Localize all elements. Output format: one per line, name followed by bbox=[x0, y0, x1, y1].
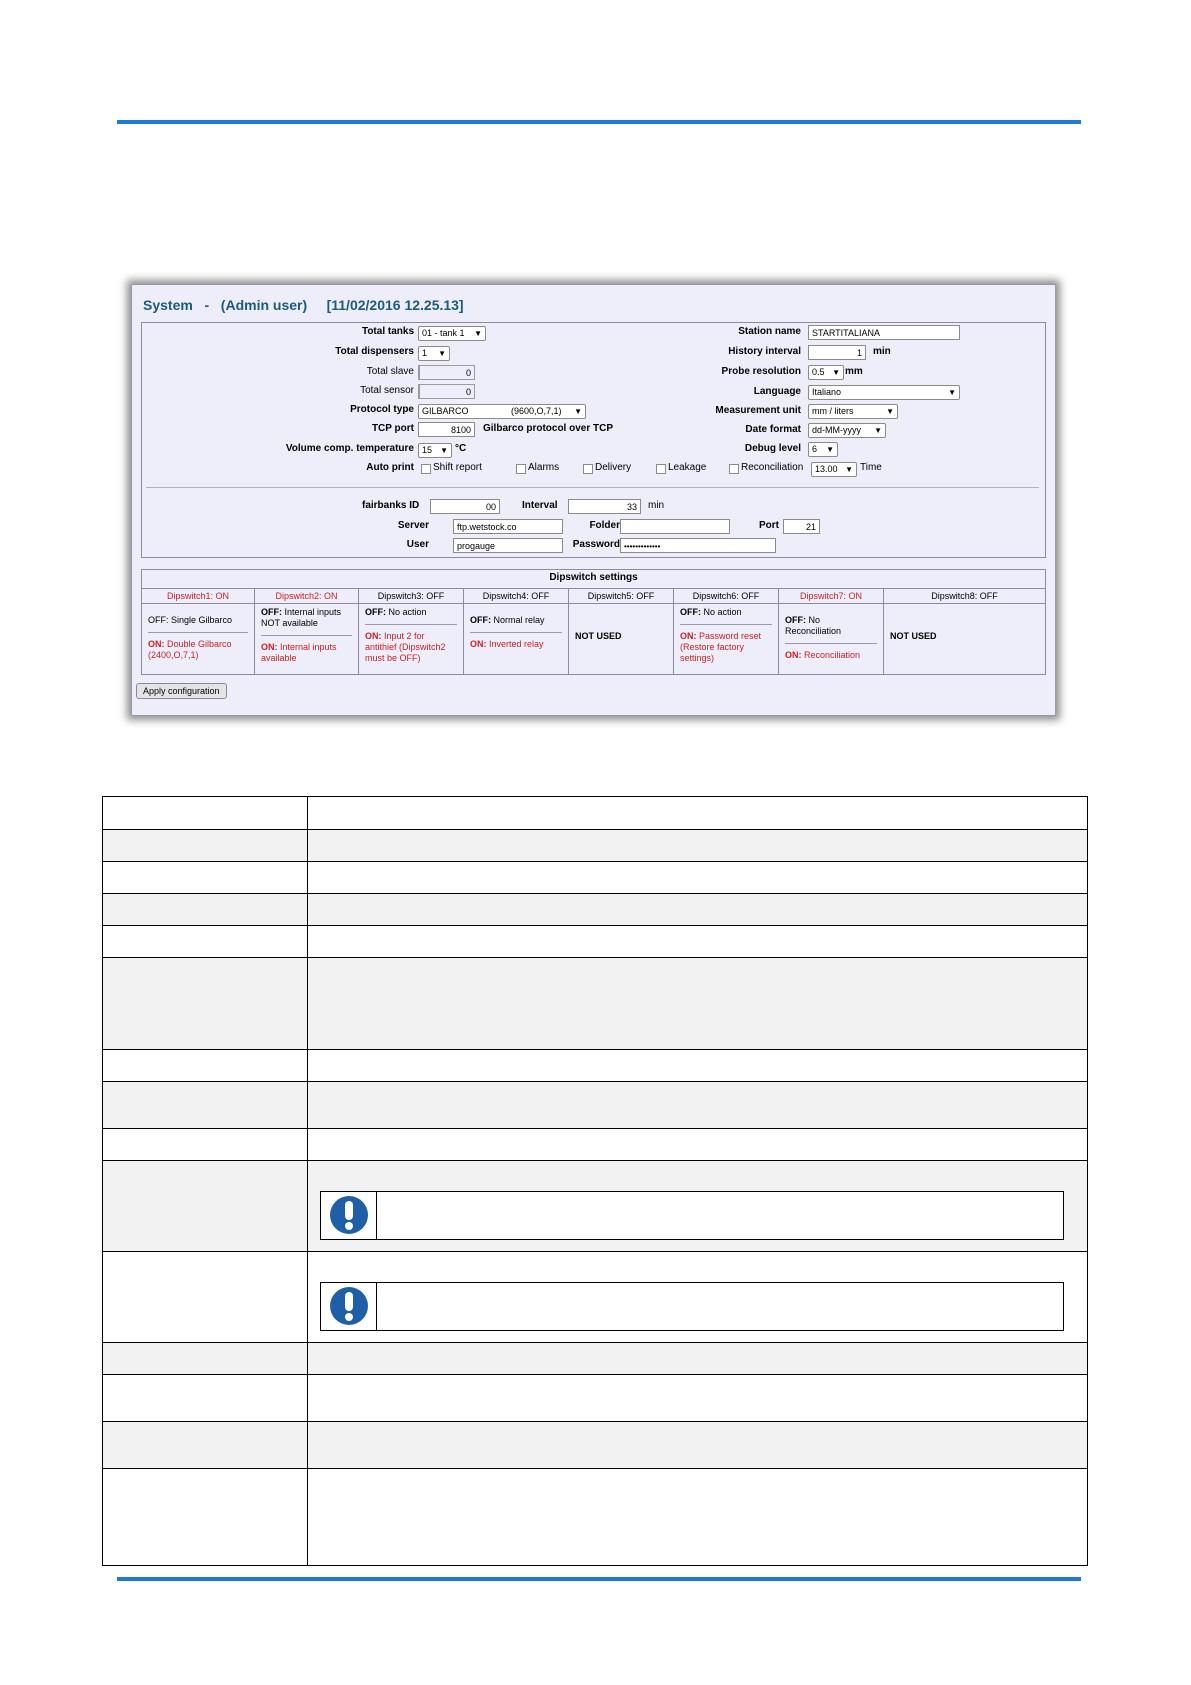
interval-label: Interval bbox=[522, 500, 558, 511]
dropdown-arrow-icon: ▼ bbox=[574, 407, 582, 416]
total-sensor-label: Total sensor bbox=[360, 385, 414, 396]
station-name-label: Station name bbox=[738, 326, 801, 337]
probe-resolution-unit: mm bbox=[845, 366, 863, 377]
dipswitch-column bbox=[359, 589, 464, 674]
dipswitch-box bbox=[141, 569, 1046, 675]
table-row bbox=[103, 1374, 1087, 1422]
volume-temp-label: Volume comp. temperature bbox=[285, 443, 414, 454]
table-row bbox=[103, 1049, 1087, 1082]
dipswitch-body: OFF: No action ON: Password reset (Restore factory settings) bbox=[674, 604, 778, 667]
history-interval-input[interactable]: 1 bbox=[808, 345, 866, 360]
time-label: Time bbox=[860, 462, 882, 473]
table-row bbox=[103, 1128, 1087, 1161]
table-row bbox=[103, 797, 1087, 829]
dropdown-arrow-icon: ▼ bbox=[832, 368, 840, 377]
note-box bbox=[320, 1191, 1064, 1240]
interval-unit: min bbox=[648, 500, 665, 511]
separator bbox=[146, 487, 1039, 488]
dipswitch-body: OFF: No action ON: Input 2 for antithief (Dipswitch2 must be OFF) bbox=[359, 604, 463, 667]
dipswitch-column bbox=[569, 589, 674, 674]
dipswitch-column bbox=[884, 589, 1045, 674]
delivery-label: Delivery bbox=[595, 462, 632, 473]
table-row bbox=[103, 1081, 1087, 1129]
apply-configuration-button[interactable]: Apply configuration bbox=[136, 683, 227, 699]
total-slave-label: Total slave bbox=[366, 366, 414, 377]
table-row bbox=[103, 829, 1087, 862]
fairbanks-label: fairbanks ID bbox=[362, 500, 420, 511]
total-dispensers-select[interactable]: 1 ▼ bbox=[418, 346, 450, 361]
tcp-port-label: TCP port bbox=[371, 423, 414, 434]
leakage-checkbox[interactable] bbox=[656, 464, 666, 474]
dipswitch-body: NOT USED bbox=[890, 631, 937, 641]
table-row bbox=[103, 1160, 1087, 1252]
total-tanks-label: Total tanks bbox=[361, 326, 414, 337]
language-select[interactable]: Italiano ▼ bbox=[808, 385, 960, 400]
bottom-rule bbox=[117, 1577, 1081, 1581]
language-label: Language bbox=[753, 386, 801, 397]
dipswitch-body: OFF: Normal relay ON: Inverted relay bbox=[464, 604, 568, 653]
station-name-input[interactable]: STARTITALIANA bbox=[808, 325, 960, 340]
port-label: Port bbox=[759, 520, 779, 531]
date-format-label: Date format bbox=[745, 424, 801, 435]
table-row bbox=[103, 1421, 1087, 1469]
volume-temp-select[interactable]: 15 ▼ bbox=[418, 443, 452, 458]
fairbanks-id-input[interactable]: 00 bbox=[430, 499, 500, 514]
dipswitch-header: Dipswitch8: OFF bbox=[884, 589, 1045, 604]
total-dispensers-label: Total dispensers bbox=[335, 346, 414, 357]
total-slave-input: 0 bbox=[418, 365, 475, 380]
shift-report-label: Shift report bbox=[433, 462, 482, 473]
auto-print-label: Auto print bbox=[366, 462, 414, 473]
total-tanks-select[interactable]: 01 - tank 1 ▼ bbox=[418, 326, 486, 341]
probe-resolution-label: Probe resolution bbox=[721, 366, 801, 377]
info-exclamation-icon bbox=[329, 1285, 369, 1327]
total-sensor-input: 0 bbox=[418, 384, 475, 399]
server-label: Server bbox=[397, 520, 429, 531]
dropdown-arrow-icon: ▼ bbox=[845, 465, 853, 474]
dropdown-arrow-icon: ▼ bbox=[948, 388, 956, 397]
password-input[interactable]: ••••••••••••• bbox=[620, 538, 776, 553]
folder-label: Folder bbox=[589, 520, 620, 531]
alarms-checkbox[interactable] bbox=[516, 464, 526, 474]
parameter-table bbox=[102, 796, 1088, 1566]
table-row bbox=[103, 1342, 1087, 1375]
dipswitch-column bbox=[142, 589, 255, 674]
alarms-label: Alarms bbox=[528, 462, 560, 473]
leakage-label: Leakage bbox=[668, 462, 707, 473]
dipswitch-body: OFF: Single Gilbarco ON: Double Gilbarco (2400,O,7,1) bbox=[142, 604, 254, 664]
dropdown-arrow-icon: ▼ bbox=[438, 349, 446, 358]
measurement-unit-label: Measurement unit bbox=[715, 405, 801, 416]
tcp-port-note: Gilbarco protocol over TCP bbox=[483, 423, 614, 434]
history-interval-label: History interval bbox=[728, 346, 801, 357]
dipswitch-body: OFF: Internal inputs NOT available ON: Internal inputs available bbox=[255, 604, 358, 667]
auto-print-time-select[interactable]: 13.00 ▼ bbox=[811, 462, 857, 477]
history-interval-unit: min bbox=[873, 346, 891, 357]
dipswitch-body: NOT USED bbox=[575, 631, 622, 641]
dipswitch-column bbox=[674, 589, 779, 674]
info-exclamation-icon bbox=[329, 1194, 369, 1236]
reconciliation-checkbox[interactable] bbox=[729, 464, 739, 474]
delivery-checkbox[interactable] bbox=[583, 464, 593, 474]
dropdown-arrow-icon: ▼ bbox=[440, 446, 448, 455]
table-row bbox=[103, 861, 1087, 894]
volume-temp-unit: °C bbox=[455, 443, 467, 454]
dipswitch-header: Dipswitch7: ON bbox=[779, 589, 883, 604]
config-box bbox=[141, 322, 1046, 558]
server-input[interactable]: ftp.wetstock.co bbox=[453, 519, 563, 534]
dipswitch-header: Dipswitch2: ON bbox=[255, 589, 358, 604]
dropdown-arrow-icon: ▼ bbox=[826, 445, 834, 454]
date-format-select[interactable]: dd-MM-yyyy ▼ bbox=[808, 423, 886, 438]
table-row bbox=[103, 1468, 1087, 1566]
measurement-unit-select[interactable]: mm / liters ▼ bbox=[808, 404, 898, 419]
panel-title: System - (Admin user) [11/02/2016 12.25.13] bbox=[143, 297, 464, 313]
shift-report-checkbox[interactable] bbox=[421, 464, 431, 474]
dipswitch-title: Dipswitch settings bbox=[549, 572, 638, 583]
dipswitch-body: OFF: No Reconciliation ON: Reconciliation bbox=[779, 604, 883, 664]
folder-input[interactable] bbox=[620, 519, 730, 534]
password-label: Password bbox=[572, 539, 620, 550]
note-box bbox=[320, 1282, 1064, 1331]
dipswitch-grid bbox=[142, 588, 1045, 674]
dipswitch-header: Dipswitch4: OFF bbox=[464, 589, 568, 604]
dropdown-arrow-icon: ▼ bbox=[886, 407, 894, 416]
debug-level-select[interactable]: 6 ▼ bbox=[808, 442, 838, 457]
probe-resolution-select[interactable]: 0.5 ▼ bbox=[808, 365, 844, 380]
protocol-type-label: Protocol type bbox=[350, 404, 414, 415]
dipswitch-header: Dipswitch1: ON bbox=[142, 589, 254, 604]
interval-input[interactable]: 33 bbox=[568, 499, 641, 514]
user-input[interactable]: progauge bbox=[453, 538, 563, 553]
table-row bbox=[103, 893, 1087, 926]
dipswitch-header: Dipswitch6: OFF bbox=[674, 589, 778, 604]
protocol-type-select[interactable]: GILBARCO (9600,O,7,1) ▼ bbox=[418, 404, 586, 419]
dipswitch-column bbox=[255, 589, 359, 674]
dipswitch-header: Dipswitch3: OFF bbox=[359, 589, 463, 604]
dipswitch-column bbox=[464, 589, 569, 674]
dipswitch-column bbox=[779, 589, 884, 674]
tcp-port-input[interactable]: 8100 bbox=[418, 422, 475, 437]
table-row bbox=[103, 925, 1087, 958]
dropdown-arrow-icon: ▼ bbox=[874, 426, 882, 435]
reconciliation-label: Reconciliation bbox=[741, 462, 804, 473]
top-rule bbox=[117, 120, 1081, 124]
dipswitch-header: Dipswitch5: OFF bbox=[569, 589, 673, 604]
debug-level-label: Debug level bbox=[744, 443, 801, 454]
table-row bbox=[103, 957, 1087, 1050]
dropdown-arrow-icon: ▼ bbox=[474, 329, 482, 338]
port-input[interactable]: 21 bbox=[783, 519, 820, 534]
table-row bbox=[103, 1251, 1087, 1343]
system-config-panel bbox=[131, 284, 1056, 716]
user-label: User bbox=[406, 539, 429, 550]
